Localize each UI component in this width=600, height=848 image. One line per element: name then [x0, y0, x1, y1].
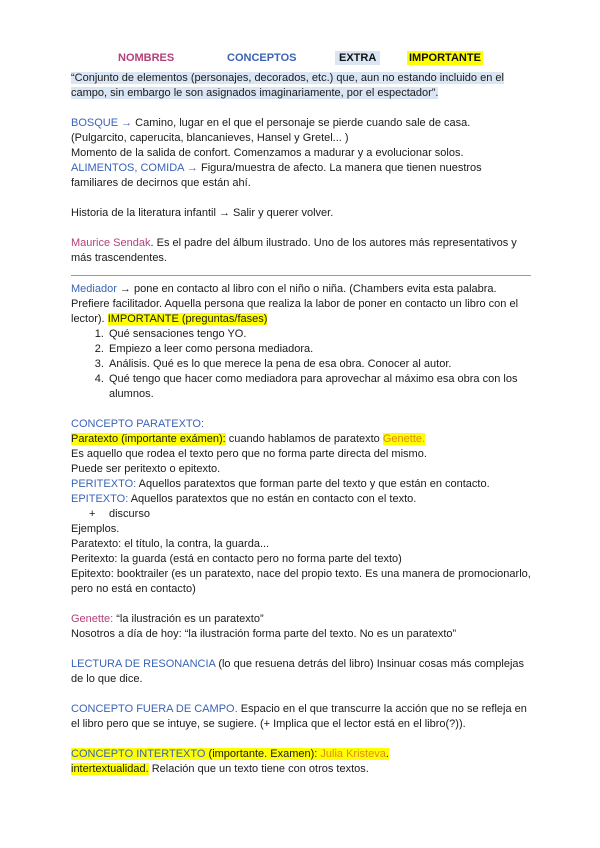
paratexto-def: Es aquello que rodea el texto pero que no forma parte directa del mismo. — [71, 448, 427, 460]
list-item: 4. Qué tengo que hacer como mediadora para aprovechar al máximo esa obra con los alumnos. — [107, 372, 531, 402]
list-item: 2. Empiezo a leer como persona mediadora. — [107, 342, 531, 357]
epitexto-term: EPITEXTO: — [71, 493, 129, 505]
epitexto-bullets — [71, 507, 531, 522]
genette-text: “la ilustración es un paratexto” — [113, 613, 264, 625]
epitexto-text: Aquellos paratextos que no están en contacto con el texto. — [128, 493, 417, 505]
paratexto-paragraph — [71, 432, 531, 447]
intertextualidad-paragraph — [71, 762, 531, 777]
list-item: + discurso — [107, 507, 531, 522]
ejemplo-peritexto: Peritexto: la guarda (está en contacto pero no forma parte del texto) — [71, 553, 402, 565]
historia-paragraph: Historia de la literatura infantil → Salir y querer volver. — [71, 207, 334, 219]
bosque-paragraph — [71, 116, 531, 131]
quote-paragraph — [71, 71, 531, 101]
intertextualidad-term: intertextualidad. — [71, 763, 149, 775]
paratexto-heading: CONCEPTO PARATEXTO: — [71, 418, 205, 430]
fuera-text: Espacio en el que transcurre la acción que no se refleja en el libro pero que se intuye, se sugiere. (+ Implica que el lector está en el libro(?)). — [71, 703, 527, 730]
peritexto-text: Aquellos paratextos que forman parte del texto y que están en contacto. — [136, 478, 490, 490]
alimentos-text: Figura/muestra de afecto. La manera que tienen nuestros familiares de decirnos que están ahí. — [71, 162, 482, 189]
genette-paragraph — [71, 612, 531, 627]
intertextualidad-text: Relación que un texto tiene con otros textos. — [148, 763, 369, 775]
intertexto-dot: . — [385, 748, 389, 760]
lectura-paragraph — [71, 657, 531, 687]
fuera-paragraph — [71, 702, 531, 732]
lectura-text: (lo que resuena detrás del libro) Insinuar cosas más complejas de lo que dice. — [71, 658, 525, 685]
legend-importante: IMPORTANTE — [409, 52, 481, 64]
section-divider — [71, 275, 531, 276]
maurice-name: Maurice Sendak — [71, 237, 151, 249]
epitexto-paragraph — [71, 492, 531, 507]
bosque-text: Camino, lugar en el que el personaje se pierde cuando sale de casa. — [132, 117, 471, 129]
mediador-highlight: IMPORTANTE (preguntas/fases) — [107, 313, 268, 325]
bosque-examples: (Pulgarcito, caperucita, blancanieves, Hansel y Gretel... ) — [71, 132, 349, 144]
paratexto-label: Paratexto (importante exámen): — [71, 433, 226, 445]
mediador-term: Mediador — [71, 283, 117, 295]
peritexto-paragraph — [71, 477, 531, 492]
legend-extra: EXTRA — [335, 51, 380, 65]
intertexto-term: CONCEPTO INTERTEXTO — [71, 748, 206, 760]
alimentos-paragraph — [71, 161, 531, 191]
color-legend — [0, 51, 600, 65]
ejemplo-epitexto: Epitexto: booktrailer (es un paratexto, nace del propio texto. Es una manera de promocionarlo, pero no está en contacto) — [71, 568, 531, 595]
maurice-text: . Es el padre del álbum ilustrado. Uno de los autores más representativos y más trascendentes. — [71, 237, 517, 264]
genette-name: Genette: — [71, 613, 114, 625]
genette-now: Nosotros a día de hoy: “la ilustración forma parte del texto. No es un paratexto” — [71, 628, 457, 640]
legend-nombres: NOMBRES — [118, 52, 175, 64]
paratexto-types: Puede ser peritexto o epitexto. — [71, 463, 221, 475]
paratexto-text: cuando hablamos de paratexto — [225, 433, 383, 445]
ejemplo-paratexto: Paratexto: el título, la contra, la guarda... — [71, 538, 270, 550]
mediador-paragraph — [71, 282, 531, 327]
list-item: 1. Qué sensaciones tengo YO. — [107, 327, 531, 342]
alimentos-term: ALIMENTOS, COMIDA → — [71, 162, 198, 174]
peritexto-term: PERITEXTO: — [71, 478, 137, 490]
ejemplos-label: Ejemplos. — [71, 523, 120, 535]
maurice-paragraph — [71, 236, 531, 266]
intertexto-paragraph — [71, 747, 531, 762]
intertexto-author: Julia Kristeva — [320, 748, 386, 760]
mediador-text: → pone en contacto al libro con el niño o niña. (Chambers evita esta palabra. Prefiere facilitador. Aquella persona que realiza la labor de poner en contacto un libro con el lector). — [71, 283, 519, 325]
notes-body — [71, 71, 531, 777]
paratexto-author: Genette. — [382, 433, 426, 445]
bosque-term: BOSQUE → — [71, 117, 133, 129]
list-item: 3. Análisis. Qué es lo que merece la pena de esa obra. Conocer al autor. — [107, 357, 531, 372]
lectura-term: LECTURA DE RESONANCIA — [71, 658, 216, 670]
legend-conceptos: CONCEPTOS — [227, 52, 297, 64]
bosque-note: Momento de la salida de confort. Comenzamos a madurar y a evolucionar solos. — [71, 147, 464, 159]
intertexto-label: (importante. Examen): — [205, 748, 321, 760]
quote-text: “Conjunto de elementos (personajes, decorados, etc.) que, aun no estando incluido en el campo, sin embargo le son asignados imaginariamente, por el espectador”. — [71, 72, 504, 99]
fuera-term: CONCEPTO FUERA DE CAMPO. — [71, 703, 238, 715]
mediador-steps — [71, 327, 531, 402]
